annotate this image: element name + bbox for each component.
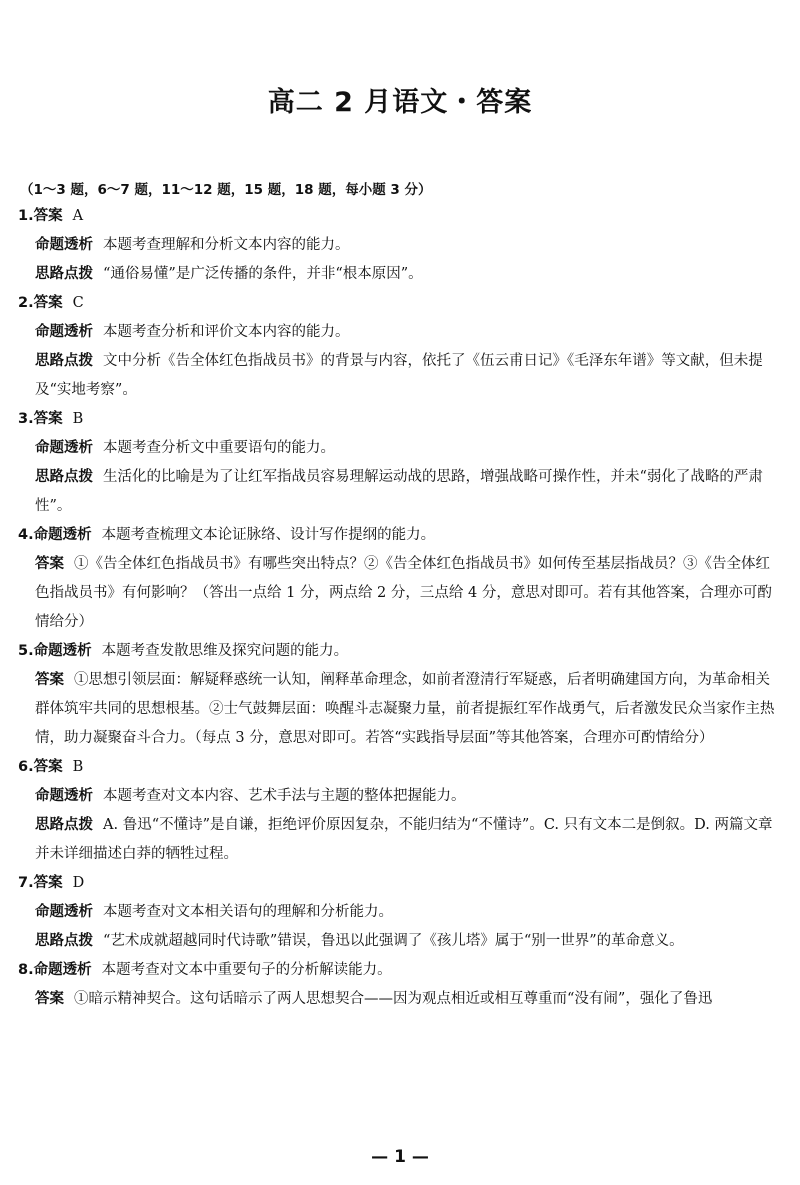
question-block (18, 869, 784, 956)
answer-line-text: 本题考查分析文中重要语句的能力。 (103, 440, 335, 456)
question-header-text: B (72, 411, 84, 427)
question-header (18, 405, 784, 434)
answer-line-text: A. 鲁迅“不懂诗”是自谦，拒绝评价原因复杂，不能归结为“不懂诗”。C. 只有文本二是倒叙。D. 两篇文章并未详细描述白莽的牺牲过程。 (35, 817, 773, 862)
answer-line-text: 本题考查对文本相关语句的理解和分析能力。 (103, 904, 393, 920)
answer-line (18, 811, 784, 869)
question-header (18, 956, 784, 985)
answer-line-text: 文中分析《告全体红色指战员书》的背景与内容，依托了《伍云甫日记》《毛泽东年谱》等文献，但未提及“实地考察”。 (35, 353, 763, 398)
question-block (18, 956, 784, 1014)
question-header-text: 本题考查对文本中重要句子的分析解读能力。 (101, 962, 392, 978)
answer-line (18, 927, 784, 956)
question-header-label: 答案 (33, 759, 63, 775)
answer-line-text: ①《告全体红色指战员书》有哪些突出特点？②《告全体红色指战员书》如何传至基层指战员？③《告全体红色指战员书》有何影响？（答出一点给 1 分，两点给 2 分，三点给 4 分，意思对即可。若有其他答案，合理亦可酌情给分） (35, 556, 772, 630)
question-block (18, 637, 784, 753)
question-header-label: 答案 (33, 875, 63, 891)
answer-line-text: ①暗示精神契合。这句话暗示了两人思想契合——因为观点相近或相互尊重而“没有闹”，强化了鲁迅 (74, 991, 713, 1007)
answer-line-label: 思路点拨 (35, 266, 93, 282)
question-number: 6. (18, 759, 34, 775)
question-number: 2. (18, 295, 34, 311)
question-header-text: D (72, 875, 85, 891)
question-number: 1. (18, 208, 34, 224)
question-header-label: 命题透析 (33, 643, 92, 659)
answer-line-label: 命题透析 (35, 324, 93, 340)
question-header (18, 637, 784, 666)
answer-line (18, 666, 784, 753)
question-number: 3. (18, 411, 34, 427)
answer-line (18, 347, 784, 405)
answer-line-text: “艺术成就超越同时代诗歌”错误，鲁迅以此强调了《孩儿塔》属于“别一世界”的革命意义。 (103, 933, 684, 949)
answer-line-label: 答案 (35, 672, 64, 688)
answer-line-label: 命题透析 (35, 237, 93, 253)
answer-line-label: 命题透析 (35, 788, 93, 804)
question-block (18, 289, 784, 405)
answer-line-label: 思路点拨 (35, 817, 93, 833)
question-header (18, 869, 784, 898)
answer-line (18, 260, 784, 289)
answer-line (18, 463, 784, 521)
question-block (18, 521, 784, 637)
answer-line-text: 生活化的比喻是为了让红军指战员容易理解运动战的思路，增强战略可操作性，并未“弱化了战略的严肃性”。 (35, 469, 763, 514)
answer-line-text: 本题考查分析和评价文本内容的能力。 (103, 324, 350, 340)
answer-line-text: ①思想引领层面：解疑释惑统一认知，阐释革命理念，如前者澄清行军疑惑，后者明确建国方向，为革命相关群体筑牢共同的思想根基。②士气鼓舞层面：唤醒斗志凝聚力量，前者提振红军作战勇气，后者激发民众当家作主热情，助力凝聚奋斗合力。（每点 3 分，意思对即可。若答“实践指导层面”等其他答案，合理亦可酌情给分） (35, 672, 775, 746)
page-number: — 1 — (371, 1147, 429, 1167)
question-block (18, 405, 784, 521)
question-block (18, 753, 784, 869)
question-list (18, 202, 784, 1014)
answer-line-label: 命题透析 (35, 440, 93, 456)
question-number: 5. (18, 643, 34, 659)
question-header (18, 753, 784, 782)
answer-line (18, 434, 784, 463)
answer-line-label: 答案 (35, 991, 64, 1007)
question-header-label: 命题透析 (33, 527, 92, 543)
question-number: 7. (18, 875, 34, 891)
question-header-label: 答案 (33, 208, 63, 224)
answer-line (18, 782, 784, 811)
question-block (18, 202, 784, 289)
question-header-label: 命题透析 (33, 962, 92, 978)
question-header-label: 答案 (33, 411, 63, 427)
answer-line-text: 本题考查对文本内容、艺术手法与主题的整体把握能力。 (103, 788, 466, 804)
answer-line (18, 985, 784, 1014)
answer-line (18, 898, 784, 927)
scoring-note: （1～3 题，6～7 题，11～12 题，15 题，18 题，每小题 3 分） (20, 182, 432, 198)
question-number: 8. (18, 962, 34, 978)
answer-line-label: 思路点拨 (35, 353, 93, 369)
answer-line (18, 550, 784, 637)
question-header-text: C (72, 295, 84, 311)
question-header-label: 答案 (33, 295, 63, 311)
answer-line-text: 本题考查理解和分析文本内容的能力。 (103, 237, 350, 253)
question-header (18, 289, 784, 318)
answer-line-label: 命题透析 (35, 904, 93, 920)
answer-line (18, 318, 784, 347)
answer-line-text: “通俗易懂”是广泛传播的条件，并非“根本原因”。 (103, 266, 423, 282)
page-title: 高二 2 月语文・答案 (267, 87, 533, 118)
answer-line-label: 答案 (35, 556, 64, 572)
question-header-text: 本题考查发散思维及探究问题的能力。 (101, 643, 349, 659)
answer-content (18, 178, 784, 1014)
question-header (18, 202, 784, 231)
question-number: 4. (18, 527, 34, 543)
question-header-text: B (72, 759, 84, 775)
answer-line-label: 思路点拨 (35, 469, 93, 485)
question-header-text: A (72, 208, 84, 224)
question-header-text: 本题考查梳理文本论证脉络、设计写作提纲的能力。 (101, 527, 436, 543)
question-header (18, 521, 784, 550)
answer-line (18, 231, 784, 260)
answer-line-label: 思路点拨 (35, 933, 93, 949)
